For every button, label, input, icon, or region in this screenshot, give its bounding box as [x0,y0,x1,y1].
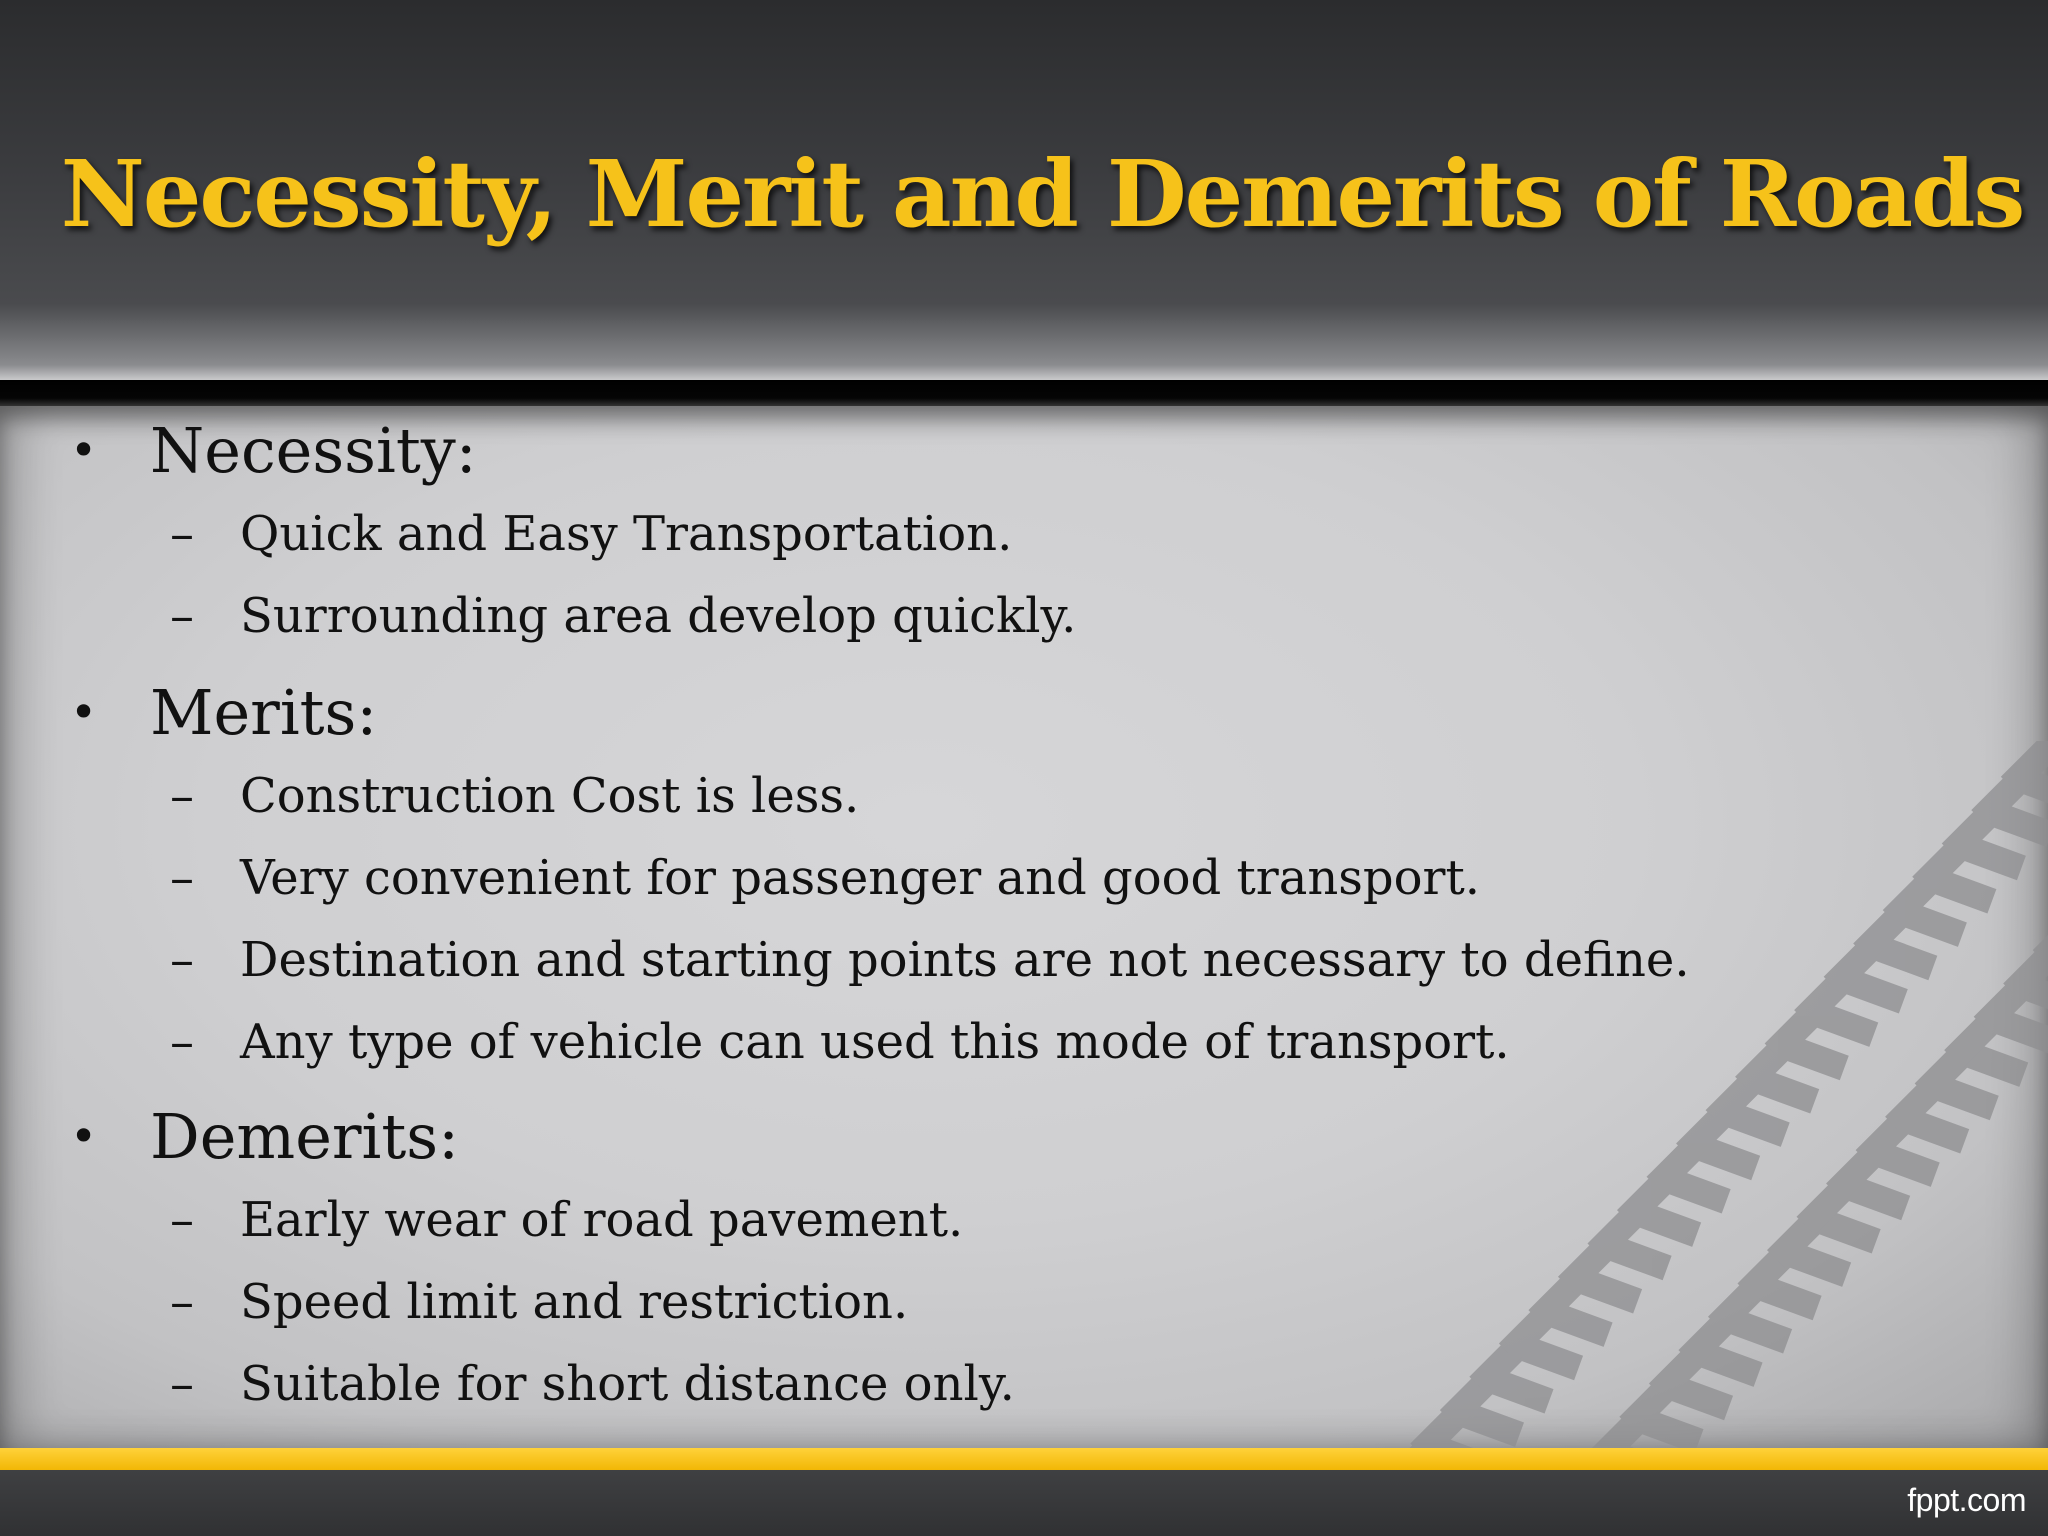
section-heading-label: Demerits: [150,1100,459,1173]
list-item [170,850,1481,906]
section-heading-label: Necessity: [150,414,477,487]
list-item [170,768,860,824]
list-item [170,588,1077,644]
list-item-text: Surrounding area develop quickly. [240,588,1077,644]
dash-mark: – [170,768,194,824]
dash-mark: – [170,506,194,562]
section-heading-merits [70,676,378,749]
list-item-text: Any type of vehicle can used this mode of transport. [240,1014,1510,1070]
section-heading-demerits [70,1100,459,1173]
list-item [170,1274,909,1330]
bullet-mark: • [70,684,98,739]
list-item [170,1192,964,1248]
bullet-list [0,406,2048,1448]
list-item-text: Early wear of road pavement. [240,1192,964,1248]
header-divider [0,380,2048,406]
dash-mark: – [170,1274,194,1330]
list-item [170,932,1690,988]
list-item-text: Suitable for short distance only. [240,1356,1015,1412]
dash-mark: – [170,1356,194,1412]
dash-mark: – [170,850,194,906]
section-heading-label: Merits: [150,676,378,749]
list-item-text: Destination and starting points are not necessary to define. [240,932,1690,988]
dash-mark: – [170,932,194,988]
dash-mark: – [170,1014,194,1070]
list-item-text: Construction Cost is less. [240,768,860,824]
list-item [170,506,1013,562]
footer-brand: fppt.com [1907,1482,2026,1518]
footer-accent-band [0,1448,2048,1470]
list-item-text: Very convenient for passenger and good transport. [240,850,1481,906]
bullet-mark: • [70,422,98,477]
bullet-mark: • [70,1108,98,1163]
list-item [170,1014,1510,1070]
dash-mark: – [170,588,194,644]
slide-title: Necessity, Merit and Demerits of Roads [60,140,2024,248]
list-item [170,1356,1015,1412]
list-item-text: Quick and Easy Transportation. [240,506,1013,562]
list-item-text: Speed limit and restriction. [240,1274,909,1330]
footer-bar [0,1470,2048,1536]
section-heading-necessity [70,414,477,487]
dash-mark: – [170,1192,194,1248]
